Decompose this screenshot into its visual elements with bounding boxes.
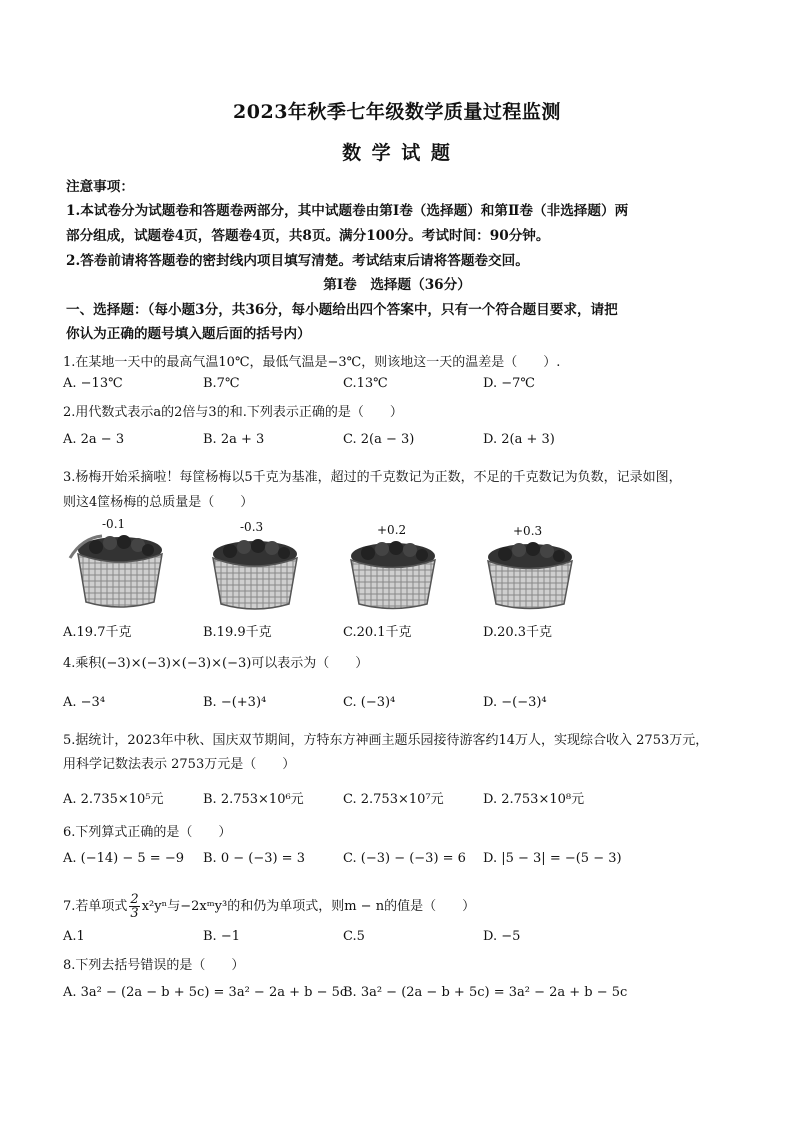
basket-label-4: +0.3: [513, 524, 543, 538]
question-5-stem-a: 5.据统计，2023年中秋、国庆双节期间，方特东方神画主题乐园接待游客约14万人，实现综合收入 2753万元，: [63, 733, 709, 748]
basket-image-4: [475, 538, 585, 612]
q1-option-a: A. −13℃: [63, 376, 123, 391]
question-1-stem: 1.在某地一天中的最高气温10℃，最低气温是−3℃，则该地这一天的温差是（ ）.: [63, 355, 561, 370]
basket-label-2: -0.3: [240, 520, 264, 534]
q7-option-a: A.1: [63, 929, 85, 944]
question-5-stem-b: 用科学记数法表示 2753万元是（ ）: [63, 757, 296, 772]
q6-option-b: B. 0 − (−3) = 3: [203, 851, 305, 866]
q4-option-c: C. (−3)⁴: [343, 695, 396, 710]
q3-option-d: D.20.3千克: [483, 625, 553, 640]
q4-option-a: A. −3⁴: [63, 695, 106, 710]
basket-label-1: -0.1: [102, 517, 126, 531]
q7-option-c: C.5: [343, 929, 365, 944]
q6-option-c: C. (−3) − (−3) = 6: [343, 851, 466, 866]
basket-image-1: [62, 530, 172, 612]
q2-option-c: C. 2(a − 3): [343, 432, 415, 447]
q2-option-d: D. 2(a + 3): [483, 432, 555, 447]
notes-line-2: 2.答卷前请将答题卷的密封线内项目填写清楚。考试结束后请将答题卷交回。: [66, 253, 529, 269]
q6-option-a: A. (−14) − 5 = −9: [63, 851, 184, 866]
question-3-stem-a: 3.杨梅开始采摘啦！每筐杨梅以5千克为基准，超过的千克数记为正数，不足的千克数记为负数，记录如图，: [63, 470, 682, 485]
q5-option-d: D. 2.753×10⁸元: [483, 792, 585, 807]
question-6-stem: 6.下列算式正确的是（ ）: [63, 825, 232, 840]
question-7-stem-post: x²yⁿ与−2xᵐy³的和仍为单项式，则m − n的值是（ ）: [141, 899, 476, 914]
fraction-numerator: 2: [130, 892, 139, 907]
basket-image-2: [200, 534, 310, 612]
question-4-stem: 4.乘积(−3)×(−3)×(−3)×(−3)可以表示为（ ）: [63, 656, 369, 671]
notes-heading: 注意事项：: [66, 179, 134, 195]
exam-subtitle: 数 学 试 题: [342, 142, 452, 164]
fraction: [129, 893, 139, 920]
q7-option-d: D. −5: [483, 929, 521, 944]
section-intro-b: 你认为正确的题号填入题后面的括号内）: [66, 326, 311, 342]
question-3-stem-b: 则这4筐杨梅的总质量是（ ）: [63, 495, 254, 510]
q8-option-a: A. 3a² − (2a − b + 5c) = 3a² − 2a + b − 5c: [63, 985, 348, 1000]
question-7-stem-pre: 7.若单项式: [63, 899, 128, 914]
q3-option-c: C.20.1千克: [343, 625, 412, 640]
q7-option-b: B. −1: [203, 929, 240, 944]
q5-option-b: B. 2.753×10⁶元: [203, 792, 304, 807]
q1-option-d: D. −7℃: [483, 376, 535, 391]
q6-option-d: D. |5 − 3| = −(5 − 3): [483, 851, 622, 866]
basket-image-3: [338, 537, 448, 612]
q3-option-a: A.19.7千克: [63, 625, 132, 640]
q4-option-b: B. −(+3)⁴: [203, 695, 267, 710]
q5-option-a: A. 2.735×10⁵元: [63, 792, 164, 807]
q2-option-a: A. 2a − 3: [63, 432, 125, 447]
q4-option-d: D. −(−3)⁴: [483, 695, 547, 710]
question-2-stem: 2.用代数式表示a的2倍与3的和.下列表示正确的是（ ）: [63, 405, 403, 420]
section-intro-a: 一、选择题：（每小题3分，共36分，每小题给出四个答案中，只有一个符合题目要求，请把: [66, 302, 618, 318]
section-heading: 第Ⅰ卷 选择题（36分）: [323, 277, 471, 293]
q2-option-b: B. 2a + 3: [203, 432, 265, 447]
q3-option-b: B.19.9千克: [203, 625, 272, 640]
q8-option-b: B. 3a² − (2a − b + 5c) = 3a² − 2a + b − 5c: [343, 985, 628, 1000]
q1-option-c: C.13℃: [343, 376, 388, 391]
question-7-stem: [63, 893, 475, 920]
fraction-denominator: 3: [130, 906, 139, 921]
q5-option-c: C. 2.753×10⁷元: [343, 792, 444, 807]
exam-title: 2023年秋季七年级数学质量过程监测: [233, 101, 561, 123]
q1-option-b: B.7℃: [203, 376, 240, 391]
basket-label-3: +0.2: [377, 523, 407, 537]
question-8-stem: 8.下列去括号错误的是（ ）: [63, 958, 245, 973]
notes-line-1b: 部分组成，试题卷4页，答题卷4页，共8页。满分100分。考试时间：90分钟。: [66, 228, 550, 244]
notes-line-1a: 1.本试卷分为试题卷和答题卷两部分，其中试题卷由第Ⅰ卷（选择题）和第Ⅱ卷（非选择题）两: [66, 203, 629, 219]
